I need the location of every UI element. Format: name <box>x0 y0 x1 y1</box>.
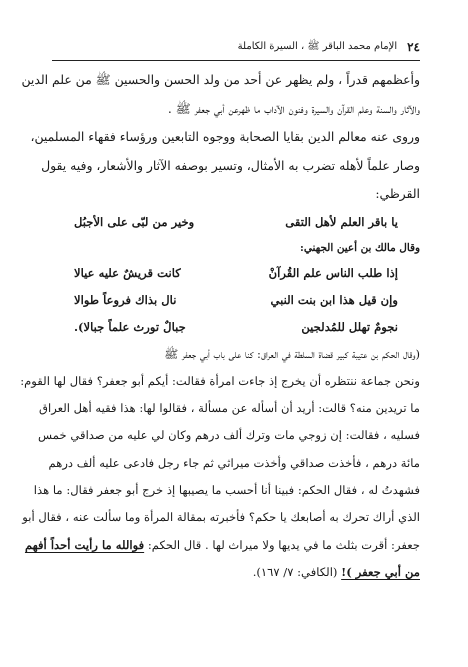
verse-first-half: إذا طلب الناس علم القُرآنْ <box>268 265 398 280</box>
text-line <box>52 559 420 586</box>
text-line: القرظي: <box>375 186 420 201</box>
verse-intro: وقال مالك بن أعين الجهني: <box>300 241 420 254</box>
text-line: والآثار والسنة وعلم القرآن والسيرة وفنون الآداب ما ظهرعن أبي جعفر ﷺ . <box>167 100 420 116</box>
verse-first-half: نجومٌ تهلل للمُدلجين <box>301 319 398 334</box>
verse-line <box>52 287 420 314</box>
verse-first-half: وإن قيل هذا ابن بنت النبي <box>270 292 398 307</box>
verse-first-half: يا باقر العلم لأهل التقى <box>285 214 398 229</box>
paragraph-2 <box>20 341 420 587</box>
text-line: وأعظمهم قدراً ، ولم يظهر عن أحد من ولد الحسن والحسين ﷺ من علم الدين <box>21 72 420 87</box>
text-line: (وقال الحكم بن عتيبة كبير قضاة السلطة في العراق: كنا على باب أبي جعفر ﷺ <box>164 346 420 361</box>
citation: (الكافي: ٧/ ١٦٧). <box>252 564 338 579</box>
running-title: الإمام محمد الباقر ﷺ ، السيرة الكاملة <box>237 41 398 52</box>
text-line: ما تريدين منه؟ قالت: أريد أن أسأله عن مسألة ، فقالوا لها: هذا فقيه أهل العراق <box>38 401 420 416</box>
verse-line <box>52 209 420 236</box>
text-line: فشهدتُ له ، فقال الحكم: فبينا أنا أحسب ما يصيبها إذ خرج أبو جعفر فقال: ما هذا <box>33 482 420 497</box>
text-line <box>24 532 420 559</box>
text-line: مائة درهم ، فأخذت صداقي وأخذت ميراثي ثم جاء رجل فادعى عليه ألف درهم <box>48 455 420 470</box>
text-line: فسليه ، فقالت: إن زوجي مات وترك ألف درهم وكان لي عليه من صداقي خمس <box>38 428 420 443</box>
verse-second-half: جبالٌ تورث علماً جبالا). <box>74 319 186 334</box>
page-header <box>52 38 420 56</box>
page-number: ٢٤ <box>407 40 420 54</box>
text-line: ونحن جماعة ننتظره أن يخرج إذ جاءت امرأة فقالت: أيكم أبو جعفر؟ فقال لها القوم: <box>20 373 420 388</box>
paragraph-1 <box>21 66 420 209</box>
text-run: جعفر: أقرت بثلث ما في يديها ولا ميراث لها . قال الحكم: <box>147 537 420 552</box>
header-rule <box>52 60 420 61</box>
text-line: وصار علماً لأهله تضرب به الأمثال، وتسير بوصفه الآثار والأشعار، وفيه يقول <box>41 157 420 173</box>
underlined-quote: من أبي جعفر )! <box>341 564 420 579</box>
verse-second-half: كانت قريشٌ عليه عيالا <box>74 265 181 280</box>
verse-line <box>52 260 420 287</box>
verse-second-half: وخير من لبّى على الأجبُل <box>74 214 195 229</box>
underlined-quote: فوالله ما رأيت أحداً أفهم <box>24 537 145 552</box>
verse-line <box>52 314 420 341</box>
text-line: وروى عنه معالم الدين بقايا الصحابة ووجوه التابعين ورؤساء فقهاء المسلمين، <box>30 129 420 144</box>
text-line: الذي أراك تحرك به أصابعك يا حكم؟ فأخبرته بمقالة المرأة وما سألت عنه ، فقال أبو <box>22 510 420 525</box>
verse-second-half: نال بذاك فروعاً طوالا <box>74 292 177 307</box>
page-body <box>20 66 420 586</box>
